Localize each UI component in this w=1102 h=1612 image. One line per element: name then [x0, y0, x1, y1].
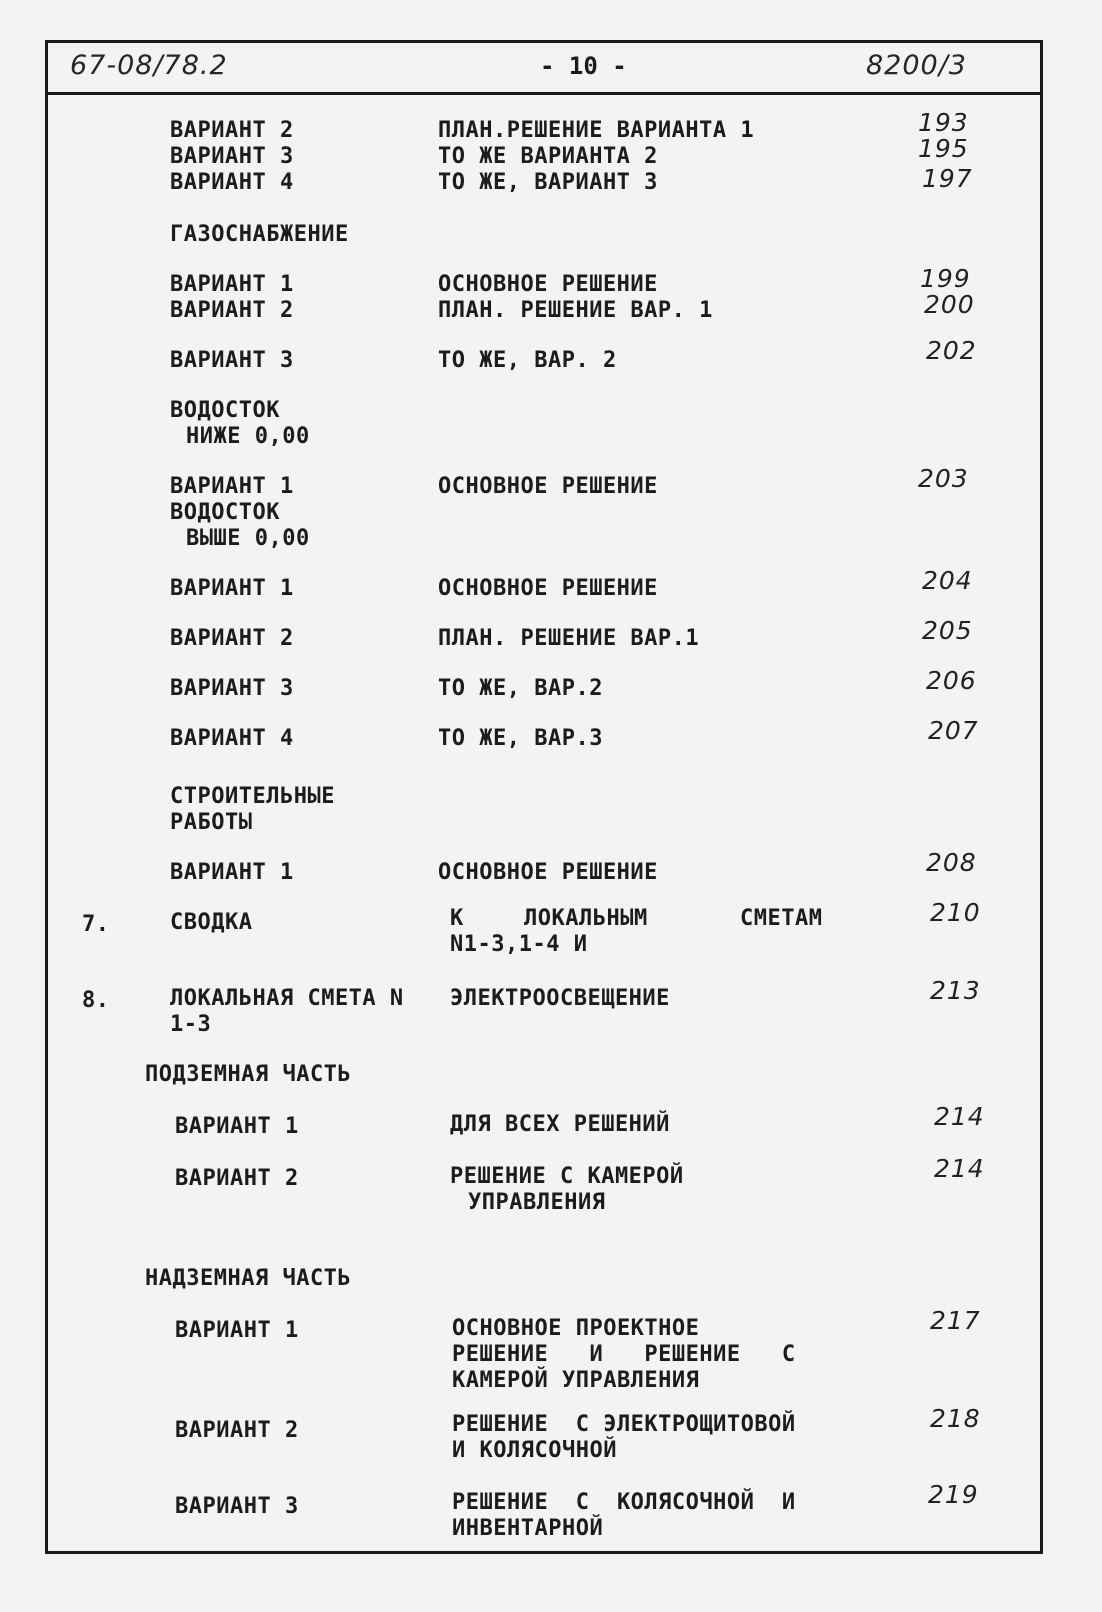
- list-item-label: ВАРИАНТ 4: [170, 170, 294, 195]
- list-item-desc: ТО ЖЕ, ВАР.2: [438, 676, 603, 701]
- list-item-desc: ЛОКАЛЬНЫМ: [524, 906, 648, 931]
- page-ref: 202: [926, 336, 977, 365]
- list-item-label: ЛОКАЛЬНАЯ СМЕТА N: [170, 986, 404, 1011]
- list-item-desc: И КОЛЯСОЧНОЙ: [452, 1438, 617, 1463]
- page-ref: 199: [920, 264, 971, 293]
- list-item-label: СВОДКА: [170, 910, 253, 935]
- list-item-desc: ОСНОВНОЕ РЕШЕНИЕ: [438, 576, 658, 601]
- header-divider: [48, 92, 1040, 95]
- page-ref: 193: [918, 108, 969, 137]
- list-item-label: ВАРИАНТ 2: [170, 626, 294, 651]
- page-ref: 195: [918, 134, 969, 163]
- list-item-desc: ДЛЯ ВСЕХ РЕШЕНИЙ: [450, 1112, 670, 1137]
- page-ref: 208: [926, 848, 977, 877]
- page-ref: 207: [928, 716, 979, 745]
- section-subheading: ВЫШЕ 0,00: [186, 526, 310, 551]
- sheet-code: 8200/3: [866, 50, 967, 81]
- list-item-desc: ПЛАН. РЕШЕНИЕ ВАР. 1: [438, 298, 713, 323]
- list-item-desc: СМЕТАМ: [740, 906, 823, 931]
- list-item-label: ВАРИАНТ 4: [170, 726, 294, 751]
- page-ref: 213: [930, 976, 981, 1005]
- section-heading: РАБОТЫ: [170, 810, 253, 835]
- list-item-label: ВАРИАНТ 1: [170, 474, 294, 499]
- page-ref: 214: [934, 1102, 985, 1131]
- list-item-desc: ЭЛЕКТРООСВЕЩЕНИЕ: [450, 986, 670, 1011]
- list-item-desc: ТО ЖЕ, ВАРИАНТ 3: [438, 170, 658, 195]
- page-ref: 200: [924, 290, 975, 319]
- list-item-label: ВАРИАНТ 1: [175, 1318, 299, 1343]
- page-ref: 204: [922, 566, 973, 595]
- list-item-desc: УПРАВЛЕНИЯ: [468, 1190, 606, 1215]
- section-subheading: НИЖЕ 0,00: [186, 424, 310, 449]
- section-heading: СТРОИТЕЛЬНЫЕ: [170, 784, 335, 809]
- page-ref: 206: [926, 666, 977, 695]
- section-heading: НАДЗЕМНАЯ ЧАСТЬ: [145, 1266, 352, 1291]
- list-item-desc: РЕШЕНИЕ С ЭЛЕКТРОЩИТОВОЙ: [452, 1412, 796, 1437]
- list-item-desc: ТО ЖЕ, ВАР. 2: [438, 348, 617, 373]
- list-item-label: ВАРИАНТ 2: [175, 1166, 299, 1191]
- section-heading: ВОДОСТОК: [170, 398, 280, 423]
- list-item-desc: ПЛАН. РЕШЕНИЕ ВАР.1: [438, 626, 700, 651]
- page-number: - 10 -: [540, 52, 627, 80]
- list-item-label: ВАРИАНТ 2: [170, 118, 294, 143]
- list-item-desc: ИНВЕНТАРНОЙ: [452, 1516, 604, 1541]
- item-index: 8.: [82, 988, 110, 1013]
- list-item-label: ВАРИАНТ 2: [170, 298, 294, 323]
- list-item-desc: КАМЕРОЙ УПРАВЛЕНИЯ: [452, 1368, 700, 1393]
- page-ref: 205: [922, 616, 973, 645]
- section-heading: ВОДОСТОК: [170, 500, 280, 525]
- list-item-desc: ОСНОВНОЕ РЕШЕНИЕ: [438, 860, 658, 885]
- list-item-label: ВАРИАНТ 3: [170, 348, 294, 373]
- list-item-desc: ТО ЖЕ, ВАР.3: [438, 726, 603, 751]
- doc-code: 67-08/78.2: [70, 50, 228, 81]
- section-heading: ПОДЗЕМНАЯ ЧАСТЬ: [145, 1062, 352, 1087]
- list-item-desc: ОСНОВНОЕ ПРОЕКТНОЕ: [452, 1316, 700, 1341]
- list-item-label: ВАРИАНТ 3: [170, 676, 294, 701]
- list-item-desc: ТО ЖЕ ВАРИАНТА 2: [438, 144, 658, 169]
- page-ref: 203: [918, 464, 969, 493]
- list-item-desc: К: [450, 906, 464, 931]
- page-ref: 218: [930, 1404, 981, 1433]
- item-index: 7.: [82, 912, 110, 937]
- list-item-label: ВАРИАНТ 3: [170, 144, 294, 169]
- list-item-label: 1-3: [170, 1012, 212, 1037]
- list-item-desc: РЕШЕНИЕ С КОЛЯСОЧНОЙ И: [452, 1490, 796, 1515]
- list-item-label: ВАРИАНТ 1: [170, 576, 294, 601]
- list-item-desc: ОСНОВНОЕ РЕШЕНИЕ: [438, 474, 658, 499]
- list-item-desc: ПЛАН.РЕШЕНИЕ ВАРИАНТА 1: [438, 118, 755, 143]
- section-heading: ГАЗОСНАБЖЕНИЕ: [170, 222, 349, 247]
- list-item-desc: ОСНОВНОЕ РЕШЕНИЕ: [438, 272, 658, 297]
- list-item-label: ВАРИАНТ 2: [175, 1418, 299, 1443]
- list-item-label: ВАРИАНТ 1: [170, 860, 294, 885]
- page-ref: 210: [930, 898, 981, 927]
- list-item-desc: N1-3,1-4 И: [450, 932, 588, 957]
- list-item-label: ВАРИАНТ 1: [175, 1114, 299, 1139]
- page-ref: 214: [934, 1154, 985, 1183]
- list-item-label: ВАРИАНТ 3: [175, 1494, 299, 1519]
- list-item-desc: РЕШЕНИЕ И РЕШЕНИЕ С: [452, 1342, 796, 1367]
- page-ref: 197: [922, 164, 973, 193]
- list-item-label: ВАРИАНТ 1: [170, 272, 294, 297]
- page-ref: 217: [930, 1306, 981, 1335]
- list-item-desc: РЕШЕНИЕ С КАМЕРОЙ: [450, 1164, 684, 1189]
- page-ref: 219: [928, 1480, 979, 1509]
